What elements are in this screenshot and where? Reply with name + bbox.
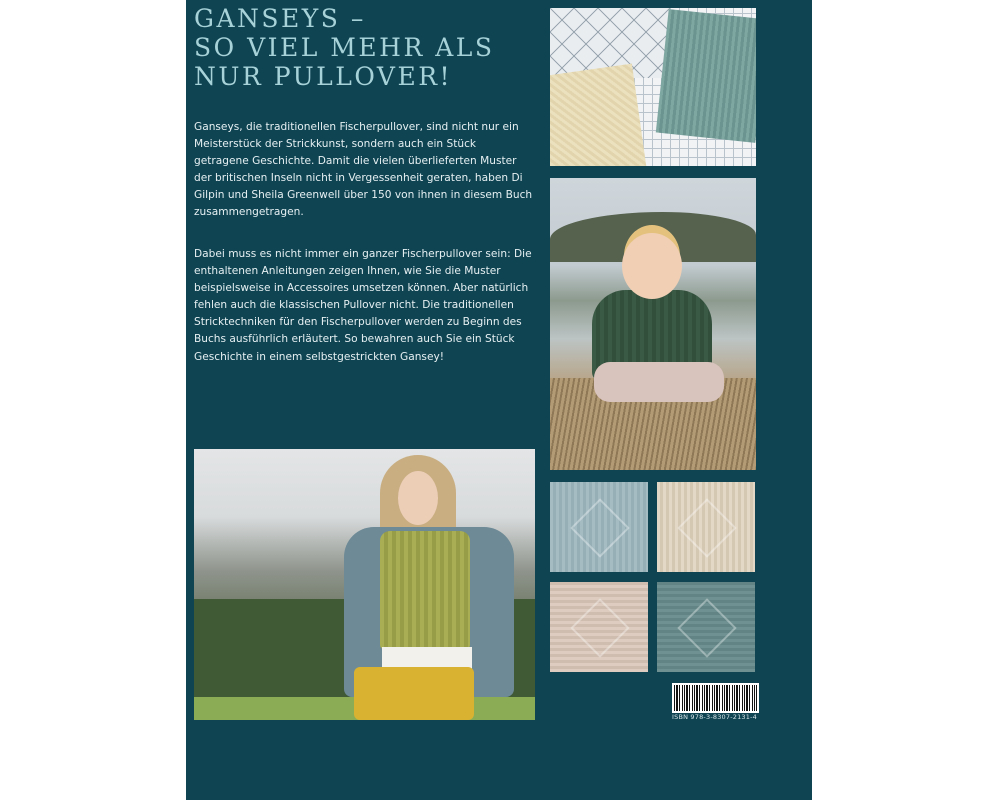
description-paragraph-1: Ganseys, die traditionellen Fischerpullover, sind nicht nur ein Meisterstück der Strickkunst, sondern auch ein Stück getragene Geschichte. Damit die vielen überlieferten Muster der britischen Inseln nicht in Vergessenheit geraten, haben Di Gilpin und Sheila Greenwell über 150 von ihnen in diesem Buch zusammengetragen. (194, 121, 533, 219)
knit-swatch-cream-cable (657, 482, 755, 572)
swatches-on-chart-photo (550, 8, 756, 166)
book-back-cover (186, 0, 812, 800)
title-line-2: SO VIEL MEHR ALS (194, 33, 495, 62)
title-line-3: NUR PULLOVER! (194, 62, 453, 91)
knit-swatch-beige (550, 582, 648, 672)
barcode (672, 683, 759, 713)
isbn-number: ISBN 978-3-8307-2131-4 (672, 713, 757, 721)
description-paragraph-2: Dabei muss es nicht immer ein ganzer Fischerpullover sein: Die enthaltenen Anleitungen zeigen Ihnen, wie Sie die Muster beispielsweise in Accessoires umsetzen können. Aber natürlich fehlen auch die klassischen Pullover nicht. Die traditionellen Stricktechniken für den Fischerpullover werden zu Beginn des Buchs ausführlich erläutert. So bewahren auch Sie ein Stück Geschichte in einem selbstgestrickten Gansey! (194, 248, 532, 363)
child-in-sweater-photo (550, 178, 756, 470)
knit-swatch-blue (550, 482, 648, 572)
title-line-1: GANSEYS – (194, 4, 366, 33)
knit-swatch-teal-anchor (657, 582, 755, 672)
woman-in-knitwear-photo (194, 449, 535, 720)
cover-title (194, 4, 495, 91)
